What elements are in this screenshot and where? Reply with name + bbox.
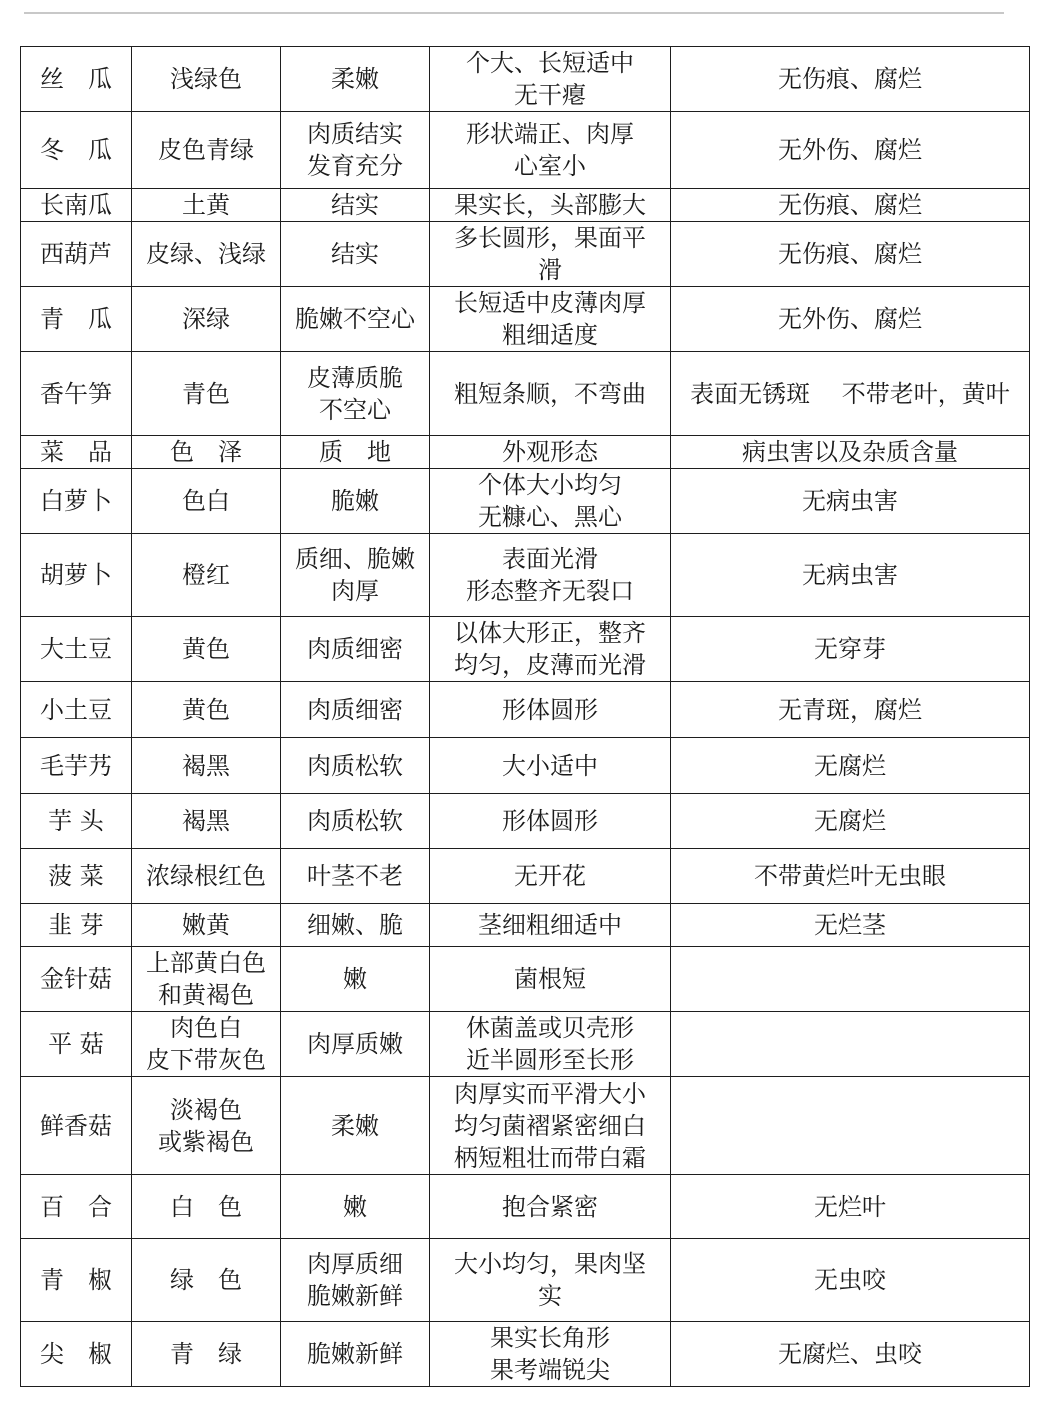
appearance-cell: 抱合紧密 — [430, 1175, 671, 1239]
defect-cell: 无烂叶 — [671, 1175, 1030, 1239]
name-cell: 青 椒 — [21, 1239, 132, 1322]
defect-cell: 无外伤、腐烂 — [671, 287, 1030, 352]
appearance-cell: 形状端正、肉厚 心室小 — [430, 112, 671, 189]
table-row — [21, 794, 1030, 849]
defect-cell: 表面无锈斑 不带老叶，黄叶 — [671, 352, 1030, 436]
appearance-cell: 大小均匀，果肉坚 实 — [430, 1239, 671, 1322]
header-texture: 质 地 — [281, 436, 430, 469]
table-row — [21, 1322, 1030, 1387]
color-cell: 土黄 — [132, 189, 281, 222]
appearance-cell: 茎细粗细适中 — [430, 904, 671, 947]
defect-cell: 无外伤、腐烂 — [671, 112, 1030, 189]
defect-cell: 无伤痕、腐烂 — [671, 222, 1030, 287]
name-cell: 西葫芦 — [21, 222, 132, 287]
defect-cell: 无虫咬 — [671, 1239, 1030, 1322]
texture-cell: 肉厚质嫩 — [281, 1012, 430, 1077]
appearance-cell: 果实长角形 果考端锐尖 — [430, 1322, 671, 1387]
texture-cell: 肉质松软 — [281, 794, 430, 849]
table-row — [21, 287, 1030, 352]
table-row — [21, 947, 1030, 1012]
table-row — [21, 469, 1030, 534]
table-row — [21, 47, 1030, 112]
color-cell: 肉色白 皮下带灰色 — [132, 1012, 281, 1077]
color-cell: 黄色 — [132, 682, 281, 738]
name-cell: 冬 瓜 — [21, 112, 132, 189]
color-cell: 深绿 — [132, 287, 281, 352]
appearance-cell: 表面光滑 形态整齐无裂口 — [430, 534, 671, 617]
table-row — [21, 1239, 1030, 1322]
name-cell: 芋 头 — [21, 794, 132, 849]
defect-cell: 无病虫害 — [671, 534, 1030, 617]
texture-cell: 细嫩、脆 — [281, 904, 430, 947]
name-cell: 青 瓜 — [21, 287, 132, 352]
defect-cell — [671, 947, 1030, 1012]
color-cell: 浅绿色 — [132, 47, 281, 112]
texture-cell: 结实 — [281, 222, 430, 287]
name-cell: 长南瓜 — [21, 189, 132, 222]
header-color: 色 泽 — [132, 436, 281, 469]
color-cell: 青 绿 — [132, 1322, 281, 1387]
defect-cell — [671, 1077, 1030, 1175]
appearance-cell: 菌根短 — [430, 947, 671, 1012]
table-row — [21, 534, 1030, 617]
name-cell: 尖 椒 — [21, 1322, 132, 1387]
color-cell: 褐黑 — [132, 794, 281, 849]
defect-cell: 无烂茎 — [671, 904, 1030, 947]
color-cell: 浓绿根红色 — [132, 849, 281, 904]
texture-cell: 脆嫩不空心 — [281, 287, 430, 352]
texture-cell: 肉质细密 — [281, 617, 430, 682]
name-cell: 胡萝卜 — [21, 534, 132, 617]
table-row — [21, 189, 1030, 222]
appearance-cell: 粗短条顺，不弯曲 — [430, 352, 671, 436]
texture-cell: 皮薄质脆 不空心 — [281, 352, 430, 436]
appearance-cell: 大小适中 — [430, 738, 671, 794]
appearance-cell: 长短适中皮薄肉厚 粗细适度 — [430, 287, 671, 352]
color-cell: 皮色青绿 — [132, 112, 281, 189]
color-cell: 青色 — [132, 352, 281, 436]
color-cell: 嫩黄 — [132, 904, 281, 947]
name-cell: 平 菇 — [21, 1012, 132, 1077]
color-cell: 黄色 — [132, 617, 281, 682]
name-cell: 鲜香菇 — [21, 1077, 132, 1175]
name-cell: 毛芋艿 — [21, 738, 132, 794]
defect-cell: 不带黄烂叶无虫眼 — [671, 849, 1030, 904]
name-cell: 小土豆 — [21, 682, 132, 738]
appearance-cell: 无开花 — [430, 849, 671, 904]
appearance-cell: 个体大小均匀 无糠心、黑心 — [430, 469, 671, 534]
color-cell: 皮绿、浅绿 — [132, 222, 281, 287]
defect-cell: 无腐烂 — [671, 738, 1030, 794]
color-cell: 白 色 — [132, 1175, 281, 1239]
name-cell: 菠 菜 — [21, 849, 132, 904]
texture-cell: 嫩 — [281, 947, 430, 1012]
table-row — [21, 738, 1030, 794]
defect-cell: 无伤痕、腐烂 — [671, 47, 1030, 112]
appearance-cell: 以体大形正，整齐 均匀，皮薄而光滑 — [430, 617, 671, 682]
appearance-cell: 肉厚实而平滑大小 均匀菌褶紧密细白 柄短粗壮而带白霜 — [430, 1077, 671, 1175]
table-row — [21, 849, 1030, 904]
appearance-cell: 果实长，头部膨大 — [430, 189, 671, 222]
header-appearance: 外观形态 — [430, 436, 671, 469]
name-cell: 丝 瓜 — [21, 47, 132, 112]
appearance-cell: 个大、长短适中 无干瘪 — [430, 47, 671, 112]
table-row — [21, 1077, 1030, 1175]
appearance-cell: 多长圆形，果面平 滑 — [430, 222, 671, 287]
texture-cell: 质细、脆嫩 肉厚 — [281, 534, 430, 617]
defect-cell: 无腐烂 — [671, 794, 1030, 849]
color-cell: 淡褐色 或紫褐色 — [132, 1077, 281, 1175]
table-row — [21, 222, 1030, 287]
defect-cell — [671, 1012, 1030, 1077]
vegetable-quality-table — [20, 46, 1030, 1387]
texture-cell: 肉厚质细 脆嫩新鲜 — [281, 1239, 430, 1322]
texture-cell: 肉质松软 — [281, 738, 430, 794]
name-cell: 大土豆 — [21, 617, 132, 682]
header-defect: 病虫害以及杂质含量 — [671, 436, 1030, 469]
texture-cell: 柔嫩 — [281, 1077, 430, 1175]
header-name: 菜 品 — [21, 436, 132, 469]
appearance-cell: 形体圆形 — [430, 682, 671, 738]
table-row — [21, 352, 1030, 436]
color-cell: 绿 色 — [132, 1239, 281, 1322]
texture-cell: 肉质结实 发育充分 — [281, 112, 430, 189]
texture-cell: 脆嫩 — [281, 469, 430, 534]
table-row — [21, 617, 1030, 682]
name-cell: 百 合 — [21, 1175, 132, 1239]
table-row — [21, 1012, 1030, 1077]
defect-cell: 无伤痕、腐烂 — [671, 189, 1030, 222]
color-cell: 色白 — [132, 469, 281, 534]
defect-cell: 无穿芽 — [671, 617, 1030, 682]
name-cell: 白萝卜 — [21, 469, 132, 534]
color-cell: 上部黄白色 和黄褐色 — [132, 947, 281, 1012]
name-cell: 韭 芽 — [21, 904, 132, 947]
texture-cell: 肉质细密 — [281, 682, 430, 738]
table-row — [21, 904, 1030, 947]
appearance-cell: 形体圆形 — [430, 794, 671, 849]
table-row — [21, 1175, 1030, 1239]
table-row — [21, 112, 1030, 189]
texture-cell: 柔嫩 — [281, 47, 430, 112]
texture-cell: 脆嫩新鲜 — [281, 1322, 430, 1387]
appearance-cell: 休菌盖或贝壳形 近半圆形至长形 — [430, 1012, 671, 1077]
color-cell: 橙红 — [132, 534, 281, 617]
top-divider — [24, 12, 1004, 14]
texture-cell: 叶茎不老 — [281, 849, 430, 904]
name-cell: 金针菇 — [21, 947, 132, 1012]
color-cell: 褐黑 — [132, 738, 281, 794]
name-cell: 香午笋 — [21, 352, 132, 436]
texture-cell: 嫩 — [281, 1175, 430, 1239]
defect-cell: 无病虫害 — [671, 469, 1030, 534]
defect-cell: 无青斑，腐烂 — [671, 682, 1030, 738]
table-row — [21, 682, 1030, 738]
defect-cell: 无腐烂、虫咬 — [671, 1322, 1030, 1387]
header-row — [21, 436, 1030, 469]
texture-cell: 结实 — [281, 189, 430, 222]
